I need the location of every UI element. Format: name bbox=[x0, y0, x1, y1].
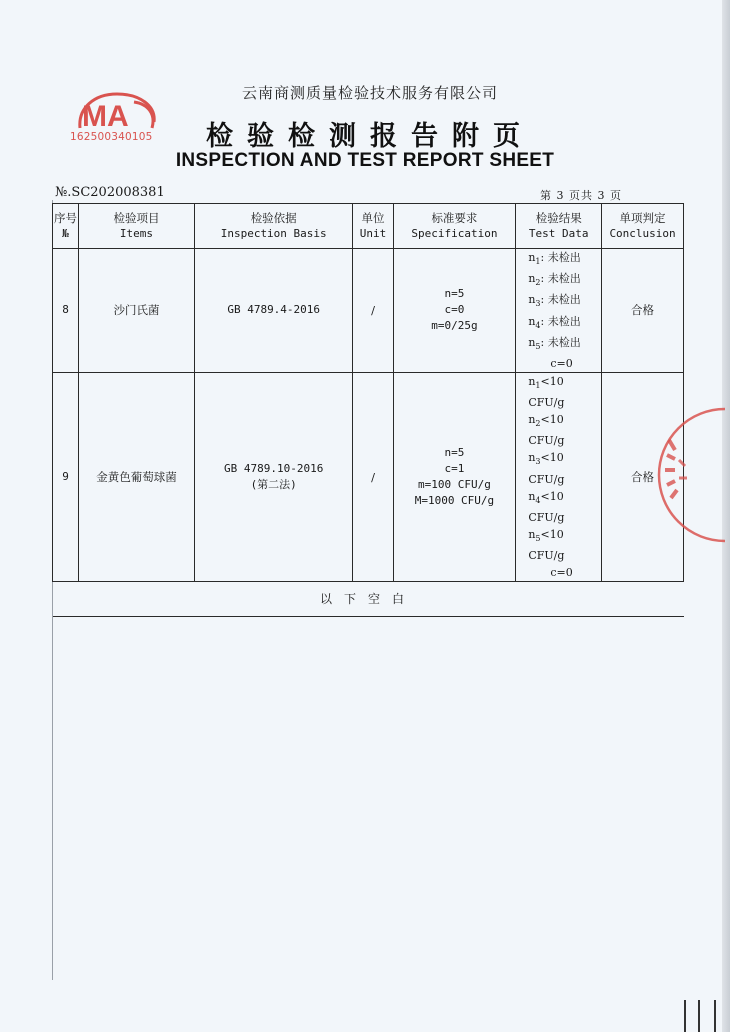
result-c: c=0 bbox=[550, 565, 573, 579]
row-number: 8 bbox=[53, 249, 79, 373]
result-line: $n_3<10$ CFU/g bbox=[528, 451, 565, 486]
specification: n=5 c=1 m=100 CFU/g M=1000 CFU/g bbox=[393, 372, 516, 581]
title-cn: 检验检测报告附页 bbox=[206, 121, 534, 152]
item-name: 金黄色葡萄球菌 bbox=[79, 372, 195, 581]
company-name: 云南商测质量检验技术服务有限公司 bbox=[241, 84, 498, 102]
result-line: $n_1$: 未检出 bbox=[528, 251, 581, 267]
result-line: $n_2<10$ CFU/g bbox=[528, 413, 565, 448]
inspection-basis: GB 4789.4-2016 bbox=[194, 249, 353, 373]
result-c: c=0 bbox=[550, 356, 573, 370]
blank-row bbox=[53, 581, 684, 616]
result-line: $n_3$: 未检出 bbox=[528, 293, 581, 309]
specification: n=5 c=0 m=0/25g bbox=[393, 249, 516, 373]
red-seal-stamp bbox=[645, 400, 725, 550]
row-number: 9 bbox=[53, 372, 79, 581]
result-line: $n_2$: 未检出 bbox=[528, 272, 581, 288]
report-number: №.SC202008381 bbox=[55, 185, 165, 200]
conclusion: 合格 bbox=[602, 249, 684, 373]
results-table bbox=[52, 203, 684, 617]
table-row bbox=[53, 372, 684, 581]
test-data bbox=[516, 249, 602, 373]
header-cell: 检验项目 Items bbox=[79, 204, 195, 249]
page-info: 第 3 页共 3 页 bbox=[540, 189, 622, 202]
unit: / bbox=[353, 372, 393, 581]
header-cell: 序号 № bbox=[53, 204, 79, 249]
title-en: INSPECTION AND TEST REPORT SHEET bbox=[175, 150, 555, 171]
table-header-row bbox=[53, 204, 684, 249]
table-row bbox=[53, 249, 684, 373]
scan-marks bbox=[680, 1000, 720, 1032]
test-data bbox=[516, 372, 602, 581]
header-cell: 检验依据 Inspection Basis bbox=[194, 204, 353, 249]
unit: / bbox=[353, 249, 393, 373]
header-cell: 单位 Unit bbox=[353, 204, 393, 249]
conclusion: 合格 bbox=[602, 372, 684, 581]
blank-notice: 以下空白 bbox=[53, 581, 684, 616]
header-cell: 单项判定 Conclusion bbox=[602, 204, 684, 249]
svg-text:MA: MA bbox=[82, 100, 129, 133]
result-line: $n_5<10$ CFU/g bbox=[528, 527, 565, 562]
result-line: $n_1<10$ CFU/g bbox=[528, 374, 565, 410]
result-line: $n_5$: 未检出 bbox=[528, 335, 581, 351]
header-cell: 标准要求 Specification bbox=[393, 204, 516, 249]
result-line: $n_4$: 未检出 bbox=[528, 314, 581, 330]
item-name: 沙门氏菌 bbox=[79, 249, 195, 373]
inspection-basis: GB 4789.10-2016 (第二法) bbox=[194, 372, 353, 581]
header-cell: 检验结果 Test Data bbox=[516, 204, 602, 249]
result-line: $n_4<10$ CFU/g bbox=[528, 489, 565, 524]
cma-code: 162500340105 bbox=[70, 131, 153, 143]
